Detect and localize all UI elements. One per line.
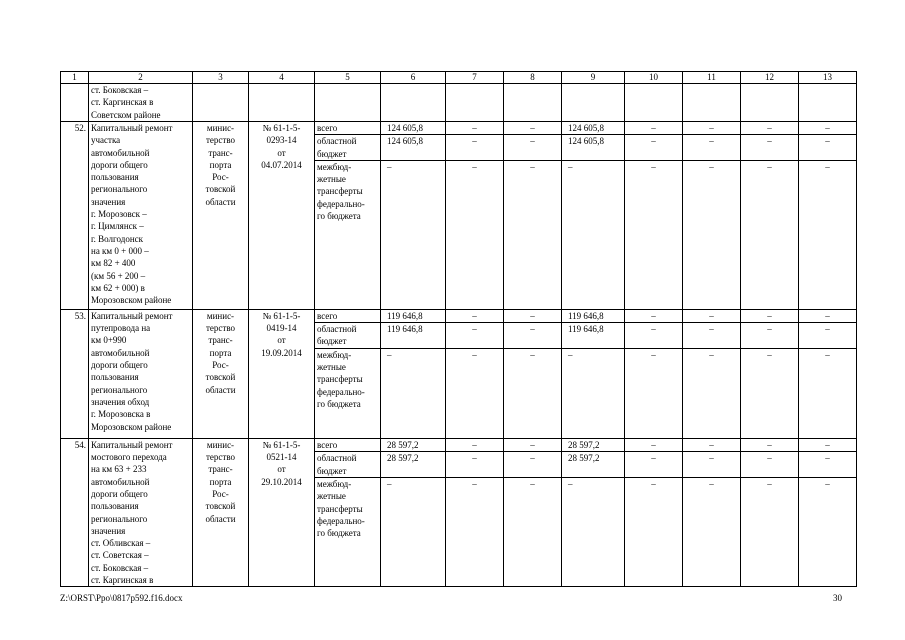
table-row [61, 309, 857, 322]
value-cell: 119 646,8 [381, 323, 446, 349]
header-cell: 13 [799, 72, 857, 84]
value-cell: 28 597,2 [562, 452, 625, 478]
value-cell: – [741, 135, 799, 161]
value-cell: – [625, 452, 683, 478]
file-path: Z:\ORST\Ppo\0817p592.f16.docx [60, 593, 183, 603]
value-cell: – [741, 309, 799, 322]
value-cell: – [683, 160, 741, 309]
header-cell: 12 [741, 72, 799, 84]
funding-source: межбюд- жетные трансферты федерально- го бюджета [315, 478, 381, 587]
header-row [61, 72, 857, 84]
value-cell: – [741, 122, 799, 135]
value-cell: – [381, 348, 446, 438]
value-cell: – [741, 323, 799, 349]
value-cell: – [446, 323, 504, 349]
header-cell: 6 [381, 72, 446, 84]
value-cell: 124 605,8 [381, 135, 446, 161]
value-cell: – [504, 135, 562, 161]
value-cell: – [625, 348, 683, 438]
value-cell: 124 605,8 [562, 135, 625, 161]
value-cell: – [381, 160, 446, 309]
value-cell: – [741, 452, 799, 478]
value-cell: 124 605,8 [562, 122, 625, 135]
value-cell: – [625, 160, 683, 309]
contract-cell: № 61-1-5- 0293-14 от 04.07.2014 [249, 122, 315, 310]
value-cell: – [799, 309, 857, 322]
value-cell: – [446, 135, 504, 161]
value-cell: – [799, 160, 857, 309]
empty-cell [249, 84, 315, 122]
value-cell: – [625, 135, 683, 161]
value-cell: – [504, 348, 562, 438]
empty-cell [61, 84, 89, 122]
value-cell: – [504, 122, 562, 135]
header-cell: 4 [249, 72, 315, 84]
value-cell: – [625, 438, 683, 451]
value-cell: – [504, 160, 562, 309]
header-cell: 1 [61, 72, 89, 84]
page-number: 30 [833, 593, 842, 603]
contract-cell: № 61-1-5- 0419-14 от 19.09.2014 [249, 309, 315, 438]
customer-cell: минис- терство транс- порта Рос- товской области [193, 122, 249, 310]
value-cell: – [799, 452, 857, 478]
header-cell: 10 [625, 72, 683, 84]
value-cell: – [625, 309, 683, 322]
object-name-cell: Капитальный ремонт мостового перехода на км 63 + 233 автомобильной дороги общего пользования регионального значения ст. Обливская – ст. Советская – ст. Боковская – ст. Каргинская в [89, 438, 193, 587]
value-cell: – [562, 348, 625, 438]
empty-cell [193, 84, 249, 122]
customer-cell: минис- терство транс- порта Рос- товской области [193, 438, 249, 587]
value-cell: – [446, 160, 504, 309]
value-cell: – [562, 160, 625, 309]
value-cell: – [625, 478, 683, 587]
value-cell: – [683, 135, 741, 161]
value-cell: – [683, 452, 741, 478]
value-cell: – [504, 438, 562, 451]
header-cell: 3 [193, 72, 249, 84]
value-cell: – [683, 122, 741, 135]
value-cell: – [446, 309, 504, 322]
value-cell: – [683, 323, 741, 349]
customer-cell: минис- терство транс- порта Рос- товской области [193, 309, 249, 438]
funding-source: областной бюджет [315, 135, 381, 161]
value-cell: – [381, 478, 446, 587]
funding-source: областной бюджет [315, 452, 381, 478]
funding-source: межбюд- жетные трансферты федерально- го бюджета [315, 348, 381, 438]
value-cell: – [741, 438, 799, 451]
object-name-cell: Капитальный ремонт участка автомобильной дороги общего пользования регионального значения г. Морозовск – г. Цимлянск – г. Волгодонск на км 0 + 000 – км 82 + 400 (км 56 + 200 – км 62 + 000) в Морозовском районе [89, 122, 193, 310]
header-cell: 2 [89, 72, 193, 84]
row-number: 54. [61, 438, 89, 587]
value-cell: 28 597,2 [562, 438, 625, 451]
header-cell: 11 [683, 72, 741, 84]
value-cell: – [446, 478, 504, 587]
value-cell: – [446, 452, 504, 478]
funding-source: областной бюджет [315, 323, 381, 349]
object-name-cell: Капитальный ремонт путепровода на км 0+990 автомобильной дороги общего пользования регионального значения обход г. Морозовска в Морозовском районе [89, 309, 193, 438]
empty-cell [381, 84, 446, 122]
value-cell: – [799, 478, 857, 587]
value-cell: – [741, 478, 799, 587]
value-cell: – [504, 478, 562, 587]
value-cell: – [741, 160, 799, 309]
value-cell: – [683, 478, 741, 587]
value-cell: – [683, 438, 741, 451]
value-cell: – [799, 135, 857, 161]
funding-source: межбюд- жетные трансферты федерально- го бюджета [315, 160, 381, 309]
funding-source: всего [315, 122, 381, 135]
empty-cell [683, 84, 741, 122]
value-cell: – [504, 309, 562, 322]
value-cell: – [446, 348, 504, 438]
empty-cell [625, 84, 683, 122]
value-cell: 28 597,2 [381, 438, 446, 451]
data-table [60, 71, 857, 587]
table-row [61, 122, 857, 135]
value-cell: 119 646,8 [381, 309, 446, 322]
value-cell: – [562, 478, 625, 587]
table-row [61, 438, 857, 451]
value-cell: – [799, 348, 857, 438]
value-cell: – [683, 348, 741, 438]
value-cell: – [504, 323, 562, 349]
object-name-cell: ст. Боковская – ст. Каргинская в Советском районе [89, 84, 193, 122]
header-cell: 5 [315, 72, 381, 84]
value-cell: – [799, 323, 857, 349]
empty-cell [562, 84, 625, 122]
value-cell: 124 605,8 [381, 122, 446, 135]
value-cell: – [446, 122, 504, 135]
continuation-row [61, 84, 857, 122]
empty-cell [799, 84, 857, 122]
value-cell: – [504, 452, 562, 478]
value-cell: – [683, 309, 741, 322]
value-cell: – [741, 348, 799, 438]
header-cell: 9 [562, 72, 625, 84]
row-number: 53. [61, 309, 89, 438]
value-cell: – [799, 438, 857, 451]
contract-cell: № 61-1-5- 0521-14 от 29.10.2014 [249, 438, 315, 587]
header-cell: 7 [446, 72, 504, 84]
empty-cell [315, 84, 381, 122]
value-cell: – [446, 438, 504, 451]
empty-cell [446, 84, 504, 122]
funding-source: всего [315, 309, 381, 322]
row-number: 52. [61, 122, 89, 310]
funding-source: всего [315, 438, 381, 451]
value-cell: – [625, 323, 683, 349]
value-cell: – [625, 122, 683, 135]
value-cell: 119 646,8 [562, 309, 625, 322]
empty-cell [741, 84, 799, 122]
value-cell: – [799, 122, 857, 135]
value-cell: 119 646,8 [562, 323, 625, 349]
value-cell: 28 597,2 [381, 452, 446, 478]
empty-cell [504, 84, 562, 122]
header-cell: 8 [504, 72, 562, 84]
